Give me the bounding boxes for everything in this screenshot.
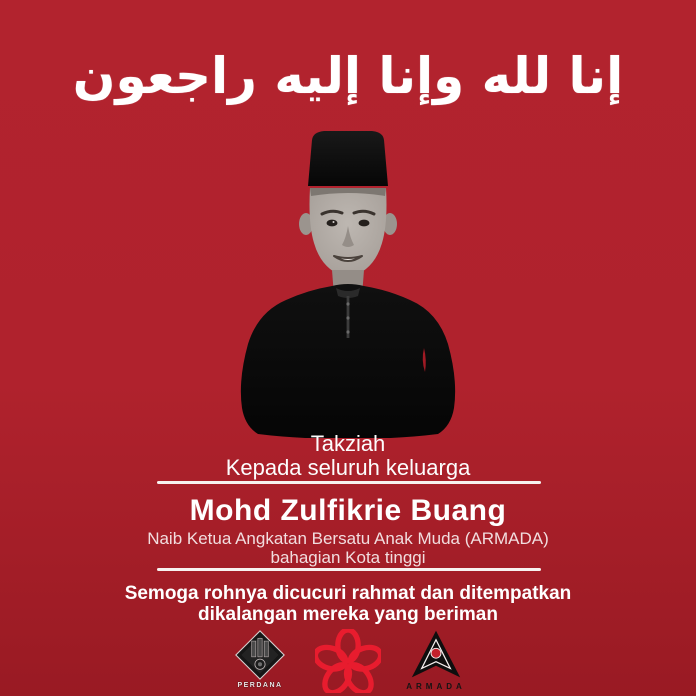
perdana-logo: [225, 629, 295, 689]
logo-row: [0, 629, 696, 693]
eye-glint: [333, 221, 335, 223]
eye-right: [359, 220, 370, 227]
armada-logo: [401, 629, 471, 691]
eye-left: [327, 220, 338, 227]
prayer-line1: Semoga rohnya dicucuri rahmat dan ditempatkan: [124, 583, 572, 604]
perdana-label: PERDANA: [237, 682, 283, 689]
button: [346, 302, 349, 305]
songkok-hat-icon: [308, 131, 388, 186]
button: [346, 316, 349, 319]
deceased-title: [0, 529, 696, 567]
perdana-emblem-icon: [234, 629, 286, 681]
deceased-name: Mohd Zulfikrie Buang: [189, 494, 507, 527]
arabic-calligraphy: إنا لله وإنا إليه راجعون: [72, 47, 624, 105]
armada-label: ARMADA: [406, 682, 466, 691]
takziah-heading: [0, 432, 696, 480]
divider-line-bottom: [157, 568, 541, 571]
button: [346, 330, 349, 333]
deceased-title-line1: Naib Ketua Angkatan Bersatu Anak Muda (ARMADA): [147, 529, 549, 548]
armada-arrow-icon: [409, 629, 463, 681]
deceased-portrait: [228, 128, 468, 438]
prayer-text: [0, 583, 696, 625]
bersatu-flower-logo: [313, 629, 383, 693]
divider-line-top: [157, 481, 541, 484]
takziah-line2: Kepada seluruh keluarga: [225, 455, 471, 480]
flower-icon: [315, 629, 381, 693]
deceased-title-line2: bahagian Kota tinggi: [270, 548, 426, 567]
prayer-line2: dikalangan mereka yang beriman: [198, 604, 498, 625]
takziah-line1: Takziah: [310, 431, 386, 456]
